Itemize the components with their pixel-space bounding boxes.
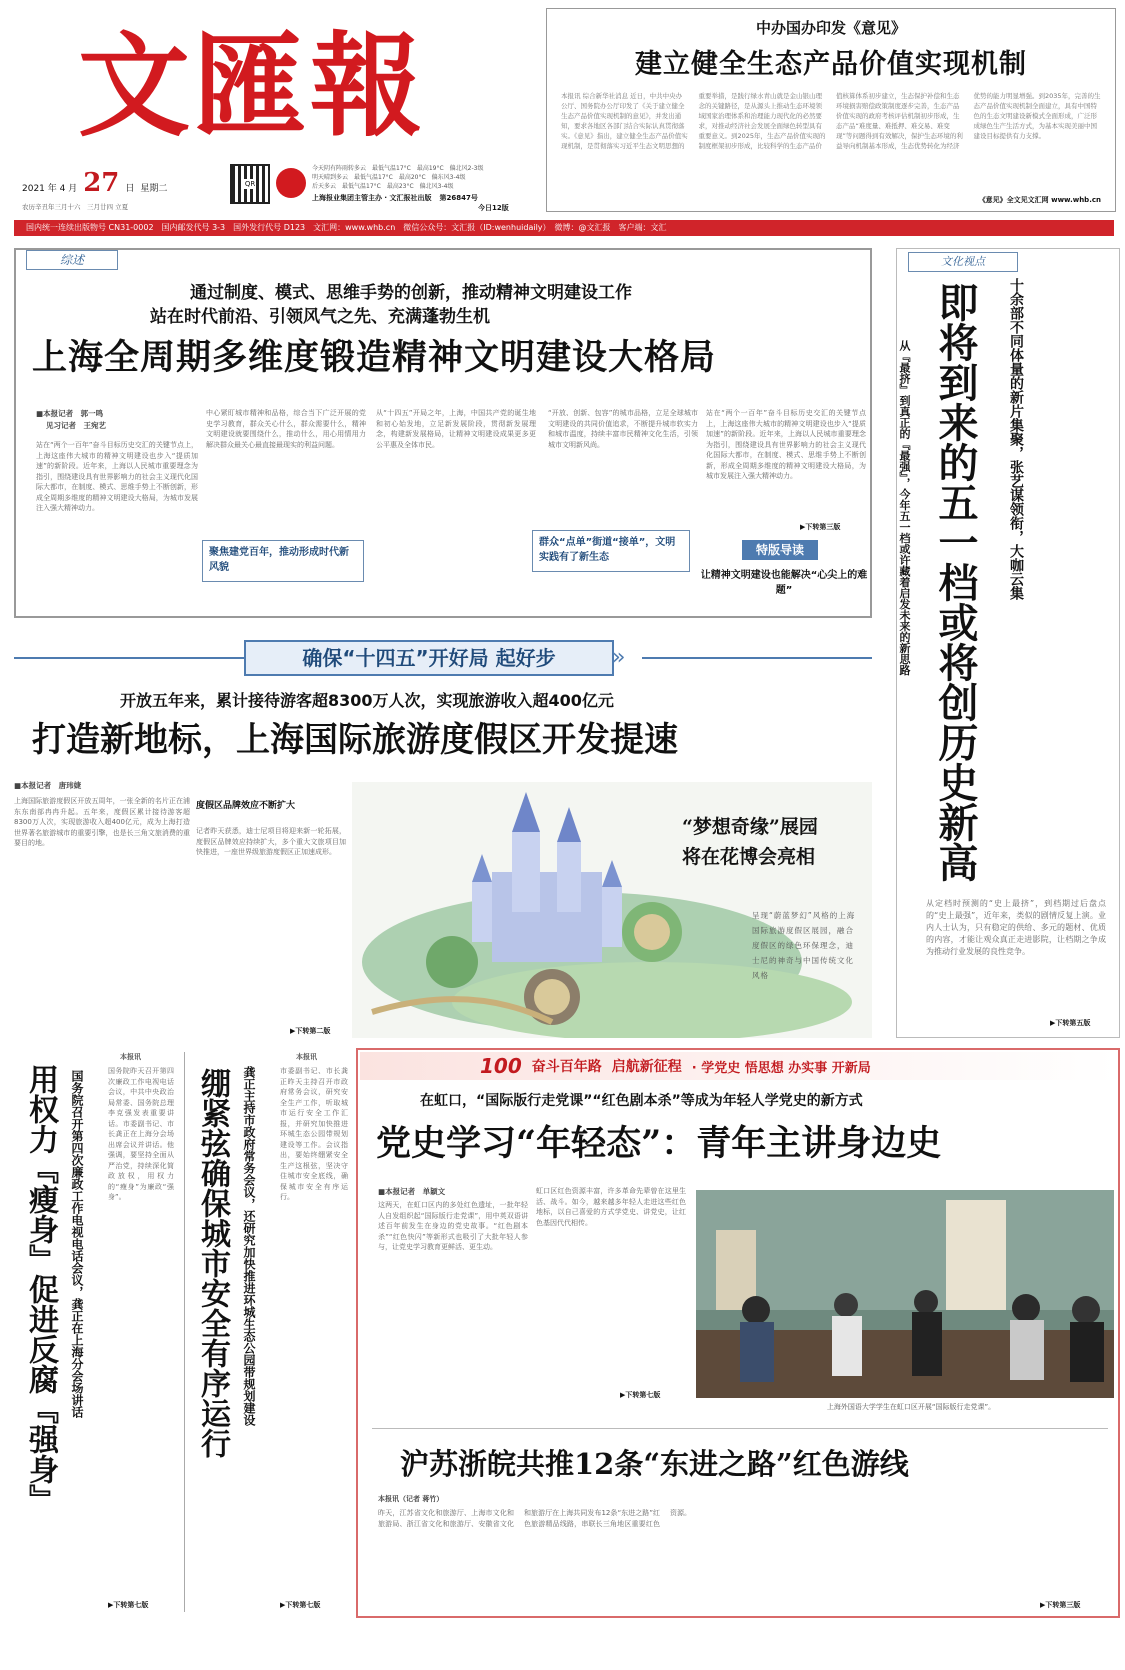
banner-line-right: [642, 657, 872, 659]
box-street-order[interactable]: [532, 530, 690, 572]
party-photo: [696, 1190, 1114, 1398]
culture-kicker: 十余部不同体量的新片集聚，张艺谋领衔，大咖云集: [1008, 278, 1024, 600]
day-number: 27: [83, 168, 120, 198]
chevron-right-icon: »: [612, 645, 626, 670]
weather-line: 明天晴到多云 最低气温17°C 最高20°C 偏东风3-4级: [312, 174, 466, 181]
culture-continue[interactable]: ▶下转第五版: [1050, 1019, 1091, 1027]
banner-phrase-2: 启航新征程: [611, 1059, 682, 1075]
century-logo: 100: [480, 1054, 522, 1078]
weather-block: [312, 164, 542, 213]
party-body-col1: 这两天，在虹口区内的多处红色遗址，一批年轻人自发组织起“国际版行走党课”，用中英双语讲述百年前发生在身边的党史故事。“红色剧本杀”“红色快闪”等新形式也吸引了大批年轻人参与，让党史学习教育更鲜活、更生动。: [378, 1201, 528, 1251]
party-body-col2: 虹口区红色资源丰富，许多革命先辈曾在这里生活、战斗。如今，越来越多年轻人走进这些红色地标，以自己喜爱的方式学党史、讲党史，让红色基因代代相传。: [536, 1187, 686, 1227]
publisher: 上海报业集团主管主办 · 文汇报社出版: [312, 194, 432, 202]
party-photo-caption: 上海外国语大学学生在虹口区开展“国际版行走党课”。: [826, 1403, 996, 1411]
city-safety-byline: 本报讯: [296, 1053, 317, 1061]
main-body-col1: 站在“两个一百年”奋斗目标历史交汇的关键节点上，上海这座伟大城市的精神文明建设也步入“提质加速”的新阶段。近年来，上海以人民城市重要理念为指引，围绕建设具有世界影响力的社会主义现代化国际大都市，在制度、模式、思维手势上不断创新，形成全周期多维度的精神文明建设大格局，为城市发展注入强大精神动力。: [36, 441, 198, 512]
city-safety-headline[interactable]: 绷紧弦确保城市安全有序运行: [195, 1068, 230, 1458]
resort-body-col1: 上海国际旅游度假区开放五周年，一张全新的名片正在浦东东南部冉冉升起。五年来，度假区累计接待游客超8300万人次，实现旅游收入超400亿元，成为上海打造世界著名旅游城市的重要引擎，也是长三角文旅消费的重要目的地。: [14, 797, 190, 847]
newspaper-logo: 文匯報: [78, 21, 426, 152]
column-divider: [184, 1052, 185, 1612]
byline-reporter: ■本报记者 郭一鸣: [36, 409, 104, 418]
weather-line: 后天多云 最低气温17°C 最高23°C 偏北风3-4级: [312, 183, 454, 190]
culture-body: 从定档时预测的“史上最挤”，到档期过后盘点的“史上最强”，近年来，类似的剧情反复上演。业内人士认为，只有稳定的供给、多元的题材、优质的内容，才能让观众真正走进影院，让档期之争成为推动行业发展的良性竞争。: [926, 899, 1106, 956]
issue-number: 第26847号: [439, 194, 478, 202]
top-right-kicker: 中办国办印发《意见》: [755, 19, 906, 37]
paper-seal-icon: [276, 168, 306, 198]
main-byline: [36, 408, 186, 432]
party-divider: [372, 1428, 1108, 1429]
red-route-continue[interactable]: ▶下转第三版: [1040, 1601, 1081, 1609]
caption-title-line1: “梦想奇缘”展园: [682, 816, 818, 838]
lunar-date: 农历辛丑年三月十六 三月廿四 立夏: [22, 203, 129, 211]
anticorruption-continue[interactable]: ▶下转第七版: [108, 1601, 149, 1609]
party-headline[interactable]: 党史学习“年轻态”：青年主讲身边史: [376, 1123, 942, 1164]
red-route-byline: 本报讯（记者 蒋竹）: [378, 1495, 444, 1503]
weather-line: 今天阴有阵雨转多云 最低气温17°C 最高19°C 偏北风2-3级: [312, 165, 484, 172]
red-route-headline[interactable]: 沪苏浙皖共推12条“东进之路”红色游线: [400, 1447, 909, 1481]
party-kicker: 在虹口，“国际版行走党课”“红色剧本杀”等成为年轻人学党史的新方式: [420, 1093, 863, 1109]
page-count: 今日12版: [478, 204, 509, 212]
main-headline[interactable]: 上海全周期多维度锻造精神文明建设大格局: [32, 337, 717, 378]
banner-phrase-3: · 学党史 悟思想 办实事 开新局: [691, 1060, 871, 1076]
top-right-headline[interactable]: 建立健全生态产品价值实现机制: [635, 49, 1027, 80]
date-line: [22, 168, 222, 198]
section-tag-summary: [26, 250, 118, 270]
banner-text: 确保“十四五”开好局 起好步: [302, 646, 556, 670]
resort-headline[interactable]: 打造新地标，上海国际旅游度假区开发提速: [32, 720, 678, 760]
resort-subhead: 度假区品牌效应不断扩大: [196, 801, 296, 811]
resort-body-col2: 记者昨天获悉，迪士尼项目将迎来新一轮拓展，度假区品牌效应持续扩大，多个重大文旅项目加快推进，一座世界级旅游度假区正加速成形。: [196, 827, 346, 856]
special-guide-title: 特版导读: [742, 540, 818, 560]
top-right-continue[interactable]: 《意见》全文见文汇网 www.whb.cn: [978, 196, 1101, 204]
culture-tag-label: 文化视点: [941, 255, 985, 268]
resort-photo-caption: 呈现“蔚蓝梦幻”风格的上海国际旅游度假区展园，融合度假区的绿色环保理念，迪士尼的神奇与中国传统文化风格: [752, 911, 856, 980]
main-body-col4: “开放、创新、包容”的城市品格，立足全球城市文明建设的共同价值追求，不断提升城市软实力和城市温度，持续丰富市民精神文化生活，引领城市文明新风尚。: [548, 409, 698, 449]
box-party-century[interactable]: [202, 540, 364, 582]
top-right-story: [546, 8, 1116, 212]
year-month: 2021 年 4 月: [22, 184, 78, 194]
party-banner: [360, 1052, 1116, 1080]
fourteenth-five-banner[interactable]: [244, 640, 614, 676]
city-safety-subhead: 龚正主持市政府常务会议，还研究加快推进环城生态公园带规划建设: [242, 1066, 256, 1426]
culture-subhead: 从『最挤』到真正的『最强』，今年五一档或许藏着启发未来的新思路: [898, 340, 911, 676]
info-bar: 国内统一连续出版物号 CN31-0002 国内邮发代号 3-3 国外发行代号 D123 文汇网：www.whb.cn 微信公众号：文汇报（ID:wenhuidaily） 微博：@文汇报 客户端：文汇: [14, 220, 1114, 236]
section-tag-culture: [908, 252, 1018, 272]
party-byline: ■本报记者 单颖文: [378, 1187, 446, 1196]
anticorruption-byline: 本报讯: [120, 1053, 141, 1061]
main-kicker-1: 通过制度、模式、思维手势的创新，推动精神文明建设工作: [190, 283, 632, 303]
party-continue[interactable]: ▶下转第七版: [620, 1391, 661, 1399]
qr-label: QR: [244, 180, 256, 188]
culture-headline[interactable]: 即将到来的五一档或将创历史新高: [932, 282, 979, 882]
resort-byline: ■本报记者 唐玮婕: [14, 781, 82, 790]
resort-caption-title: [682, 812, 872, 872]
caption-title-line2: 将在花博会亮相: [682, 846, 816, 868]
qr-code[interactable]: [230, 164, 270, 204]
main-body-col3: 从“十四五”开局之年，上海，中国共产党的诞生地和初心始发地，立足新发展阶段，贯彻新发展理念，构建新发展格局，让精神文明建设成果更多更公平惠及全体市民。: [376, 409, 536, 449]
banner-line-left: [14, 657, 248, 659]
special-guide-box[interactable]: [700, 540, 868, 610]
byline-intern: 见习记者 王宛艺: [46, 421, 106, 430]
box-party-century-text: 聚焦建党百年，推动形成时代新风貌: [209, 547, 349, 573]
main-body-col5: 站在“两个一百年”奋斗目标历史交汇的关键节点上，上海这座伟大城市的精神文明建设也步入“提质加速”的新阶段。近年来，上海以人民城市重要理念为指引，围绕建设具有世界影响力的社会主义现代化国际大都市，在制度、模式、思维手势上不断创新，形成全周期多维度的精神文明建设大格局，为城市发展注入强大精神动力。: [706, 409, 866, 480]
weekday: 星期二: [140, 184, 168, 194]
classroom-photo: [696, 1190, 1114, 1398]
section-tag-label: 综述: [59, 253, 84, 267]
special-guide-text: 让精神文明建设也能解决“心尖上的难题”: [700, 570, 868, 596]
day-suffix: 日: [125, 184, 135, 194]
banner-phrase-1: 奋斗百年路: [531, 1059, 602, 1075]
resort-continue[interactable]: ▶下转第二版: [290, 1027, 331, 1035]
main-continue[interactable]: ▶下转第三版: [800, 523, 841, 531]
main-kicker-2: 站在时代前沿、引领风气之先、充满蓬勃生机: [150, 307, 490, 327]
box-street-order-text: 群众“点单”街道“接单”，文明实践有了新生态: [539, 537, 676, 563]
anticorruption-headline[interactable]: 用权力『瘦身』促进反腐『强身』: [23, 1064, 58, 1514]
main-body-col2: 中心紧盯城市精神和品格，综合当下广泛开展的党史学习教育，群众关心什么，群众需要什么，精神文明建设就要围绕什么，推动什么，用心用情用力解决群众最关心最直接最现实的利益问题。: [206, 409, 366, 449]
resort-kicker: 开放五年来，累计接待游客超8300万人次，实现旅游收入超400亿元: [120, 691, 614, 710]
top-right-body: 本报讯 综合新华社消息 近日，中共中央办公厅、国务院办公厅印发了《关于建立健全生态产品价值实现机制的意见》，并发出通知，要求各地区各部门结合实际认真贯彻落实。《意见》指出，建立健全生态产品价值实现机制，是贯彻落实习近平生态文明思想的重要举措，是践行绿水青山就是金山银山理念的关键路径，是从源头上推动生态环境领域国家治理体系和治理能力现代化的必然要求，对推动经济社会发展全面绿色转型具有重要意义。到2025年，生态产品价值实现的制度框架初步形成，比较科学的生态产品价值核算体系初步建立，生态保护补偿和生态环境损害赔偿政策制度逐步完善，生态产品价值实现的政府考核评估机制初步形成，生态产品“难度量、难抵押、难交易、难变现”等问题得到有效解决，保护生态环境的利益导向机制基本形成，生态优势转化为经济优势的能力明显增强。到2035年，完善的生态产品价值实现机制全面建立，具有中国特色的生态文明建设新模式全面形成，广泛形成绿色生产生活方式，为基本实现美丽中国建设目标提供有力支撑。: [561, 92, 1101, 150]
city-safety-body: 市委副书记、市长龚正昨天主持召开市政府常务会议，研究安全生产工作，听取城市运行安全工作汇报，并研究加快推进环城生态公园带规划建设等工作。会议指出，要始终绷紧安全生产这根弦，坚决守住城市安全底线，确保城市安全有序运行。: [280, 1067, 348, 1201]
anticorruption-subhead: 国务院召开第四次廉政工作电视电话会议，龚正在上海分会场讲话: [70, 1070, 84, 1418]
anticorruption-body: 国务院昨天召开第四次廉政工作电视电话会议，中共中央政治局常委、国务院总理李克强发表重要讲话。市委副书记、市长龚正在上海分会场出席会议并讲话。他强调，要坚持全面从严治党，持续深化简政放权，用权力的“瘦身”为廉政“强身”。: [108, 1067, 174, 1201]
red-route-body: 昨天，江苏省文化和旅游厅、上海市文化和旅游局、浙江省文化和旅游厅、安徽省文化和旅游厅在上海共同发布12条“东进之路”红色旅游精品线路，串联长三角地区重要红色资源。: [378, 1509, 691, 1528]
city-safety-continue[interactable]: ▶下转第七版: [280, 1601, 321, 1609]
